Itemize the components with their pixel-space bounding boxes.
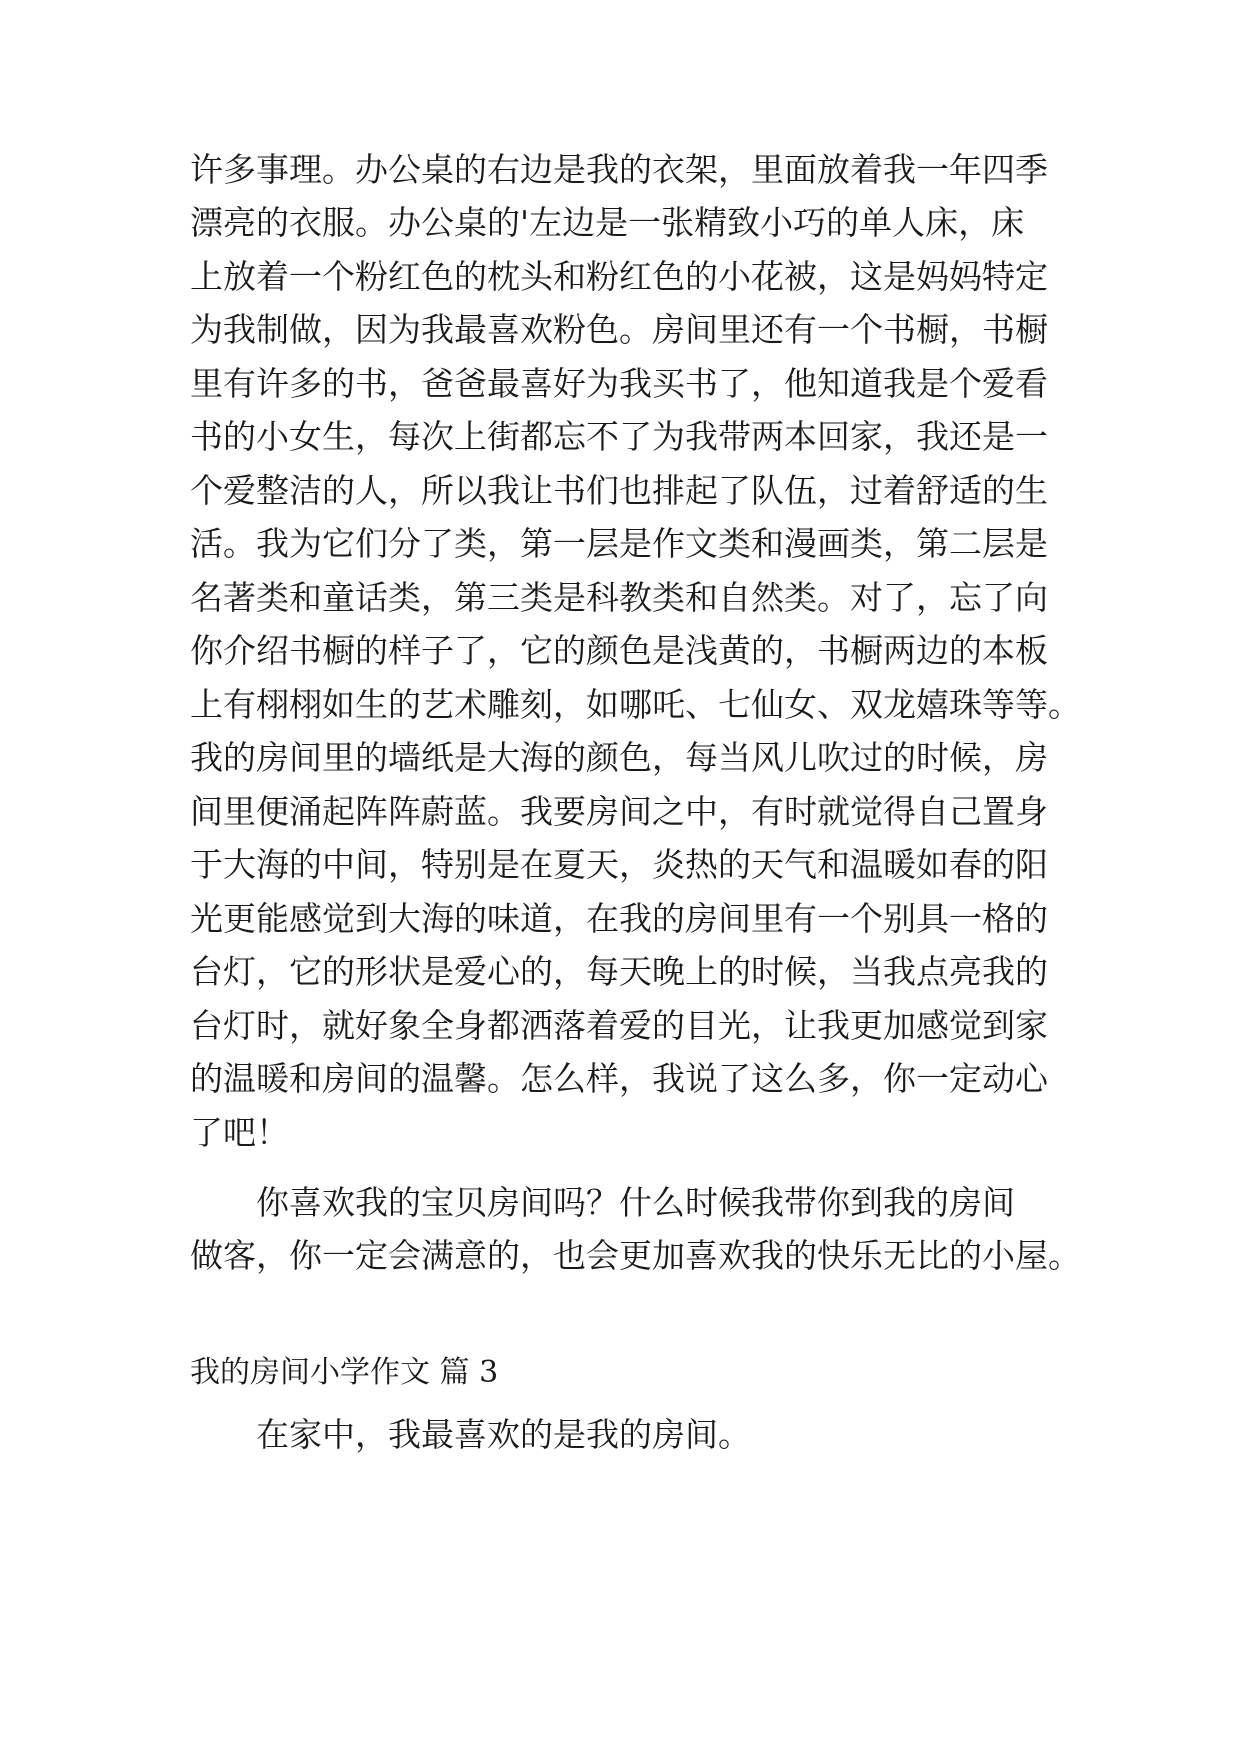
paragraph-1-line-4: 为我制做，因为我最喜欢粉色。房间里还有一个书橱，书橱 <box>190 310 1048 349</box>
paragraph-1-line-9: 名著类和童话类，第三类是科教类和自然类。对了，忘了向 <box>190 578 1048 617</box>
paragraph-1-line-14: 于大海的中间，特别是在夏天，炎热的天气和温暖如春的阳 <box>190 845 1048 884</box>
paragraph-1-line-11: 上有栩栩如生的艺术雕刻，如哪吒、七仙女、双龙嬉珠等等。 <box>190 685 1081 724</box>
paragraph-1-line-18: 的温暖和房间的温馨。怎么样，我说了这么多，你一定动心 <box>190 1059 1048 1098</box>
paragraph-1-line-3: 上放着一个粉红色的枕头和粉红色的小花被，这是妈妈特定 <box>190 257 1048 296</box>
paragraph-1-line-16: 台灯，它的形状是爱心的，每天晚上的时候，当我点亮我的 <box>190 952 1048 991</box>
paragraph-1-line-19: 了吧！ <box>190 1113 289 1152</box>
paragraph-3-line-1: 在家中，我最喜欢的是我的房间。 <box>256 1415 751 1454</box>
paragraph-1-line-12: 我的房间里的墙纸是大海的颜色，每当风儿吹过的时候，房 <box>190 738 1048 777</box>
paragraph-2-line-2: 做客，你一定会满意的，也会更加喜欢我的快乐无比的小屋。 <box>190 1236 1081 1275</box>
paragraph-2-line-1: 你喜欢我的宝贝房间吗？什么时候我带你到我的房间 <box>256 1183 1015 1222</box>
section-heading: 我的房间小学作文 篇 3 <box>190 1355 499 1390</box>
paragraph-1-line-8: 活。我为它们分了类，第一层是作文类和漫画类，第二层是 <box>190 524 1048 563</box>
paragraph-1-line-1: 许多事理。办公桌的右边是我的衣架，里面放着我一年四季 <box>190 150 1048 189</box>
paragraph-1-line-6: 书的小女生，每次上街都忘不了为我带两本回家，我还是一 <box>190 417 1048 456</box>
paragraph-1-line-2: 漂亮的衣服。办公桌的'左边是一张精致小巧的单人床，床 <box>190 203 1025 242</box>
paragraph-1-line-17: 台灯时，就好象全身都洒落着爱的目光，让我更加感觉到家 <box>190 1006 1048 1045</box>
paragraph-1-line-13: 间里便涌起阵阵蔚蓝。我要房间之中，有时就觉得自己置身 <box>190 792 1048 831</box>
paragraph-1-line-7: 个爱整洁的人，所以我让书们也排起了队伍，过着舒适的生 <box>190 471 1048 510</box>
paragraph-1-line-15: 光更能感觉到大海的味道，在我的房间里有一个别具一格的 <box>190 899 1048 938</box>
paragraph-1-line-5: 里有许多的书，爸爸最喜好为我买书了，他知道我是个爱看 <box>190 364 1048 403</box>
paragraph-1-line-10: 你介绍书橱的样子了，它的颜色是浅黄的，书橱两边的本板 <box>190 631 1048 670</box>
